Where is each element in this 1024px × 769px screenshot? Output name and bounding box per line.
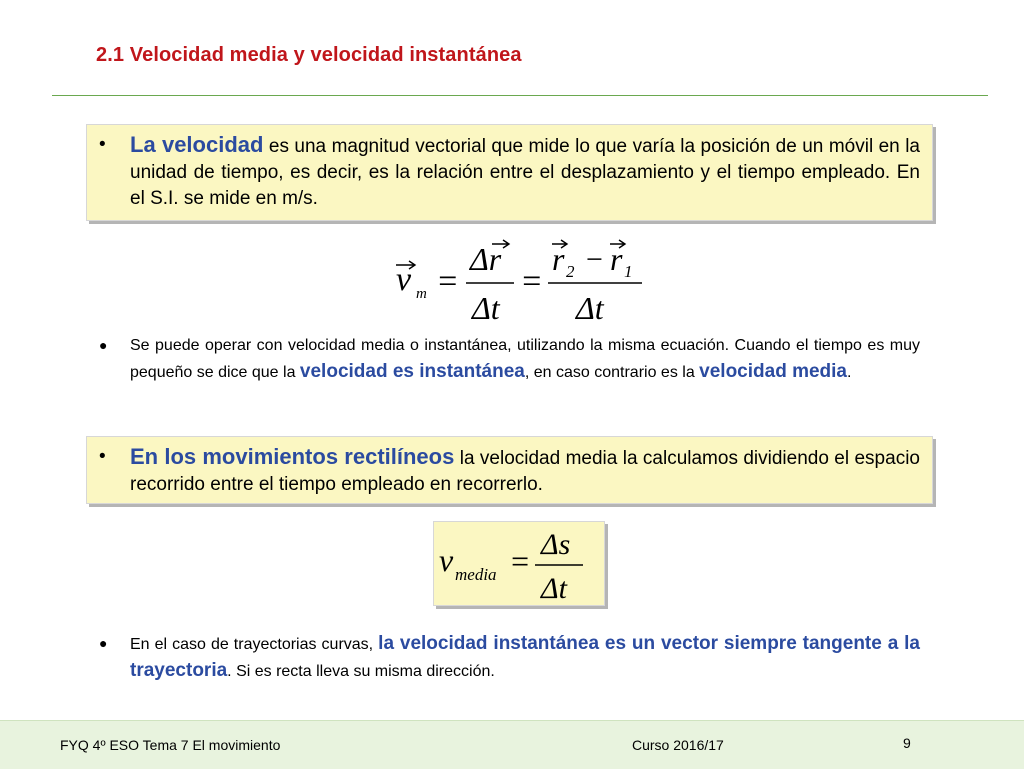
eq2-equals: = (509, 543, 531, 579)
eq2-lhs: v (439, 542, 454, 578)
eq2-lhs-sub: media (455, 565, 497, 584)
note1-highlight-average: velocidad media (699, 361, 847, 382)
eq1-den1: Δt (472, 290, 500, 326)
note2-highlight-tangent: la velocidad instantánea es un vector siempre tangente a la trayectoria (130, 633, 920, 681)
eq2-num: Δs (541, 528, 571, 561)
note1-part1: Se puede operar con velocidad media o instantánea, utilizando la misma ecuación. Cuando el tiempo es muy pequeño se dice que la (130, 337, 920, 381)
note2-text (130, 631, 920, 685)
note1-highlight-instantaneous: velocidad es instantánea (299, 361, 525, 382)
definition-lead: La velocidad (130, 132, 264, 157)
rectilinear-text (130, 444, 920, 498)
rectilinear-rest: la velocidad media la calculamos dividiendo el espacio recorrido entre el tiempo empleado en recorrerlo. (130, 448, 920, 495)
definition-text (130, 132, 920, 212)
rectilinear-lead: En los movimientos rectilíneos (130, 444, 455, 469)
note2-part2: . Si es recta lleva su misma dirección. (227, 663, 495, 680)
bullet-icon: • (99, 134, 106, 155)
footer-course-topic: FYQ 4º ESO Tema 7 El movimiento (60, 737, 281, 753)
bullet-icon: • (99, 446, 106, 467)
definition-rest: es una magnitud vectorial que mide lo que varía la posición de un móvil en la unidad de tiempo, es decir, es la relación entre el desplazamiento y el tiempo empleado. En el S.I. se mide en m/s. (130, 136, 920, 209)
page-number: 9 (903, 735, 911, 751)
bullet-icon: ● (99, 635, 108, 651)
media-velocity-equation (433, 521, 603, 604)
eq1-equals-2: = (520, 263, 543, 300)
eq1-lhs-sub: m (416, 286, 427, 302)
eq1-equals-1: = (436, 263, 459, 300)
title-divider (52, 95, 988, 96)
eq1-num2-a: r (552, 241, 565, 277)
note2-part1: En el caso de trayectorias curvas, (130, 636, 379, 653)
eq1-lhs: v (396, 261, 412, 298)
bullet-icon: ● (99, 337, 108, 353)
note1-text (130, 333, 920, 386)
eq1-num2-b-sub: 1 (624, 262, 633, 281)
average-velocity-equation (380, 232, 650, 332)
eq1-num2-b: r (610, 241, 623, 277)
eq1-num1: Δr (470, 241, 502, 277)
footer-school-year: Curso 2016/17 (632, 737, 724, 753)
eq1-minus: − (584, 243, 605, 276)
eq1-num2-a-sub: 2 (566, 262, 575, 281)
note1-part2: , en caso contrario es la (524, 364, 700, 381)
eq1-den2: Δt (576, 290, 604, 326)
slide-title: 2.1 Velocidad media y velocidad instantánea (96, 44, 522, 66)
note1-part3: . (847, 364, 852, 381)
eq2-den: Δt (541, 572, 567, 604)
